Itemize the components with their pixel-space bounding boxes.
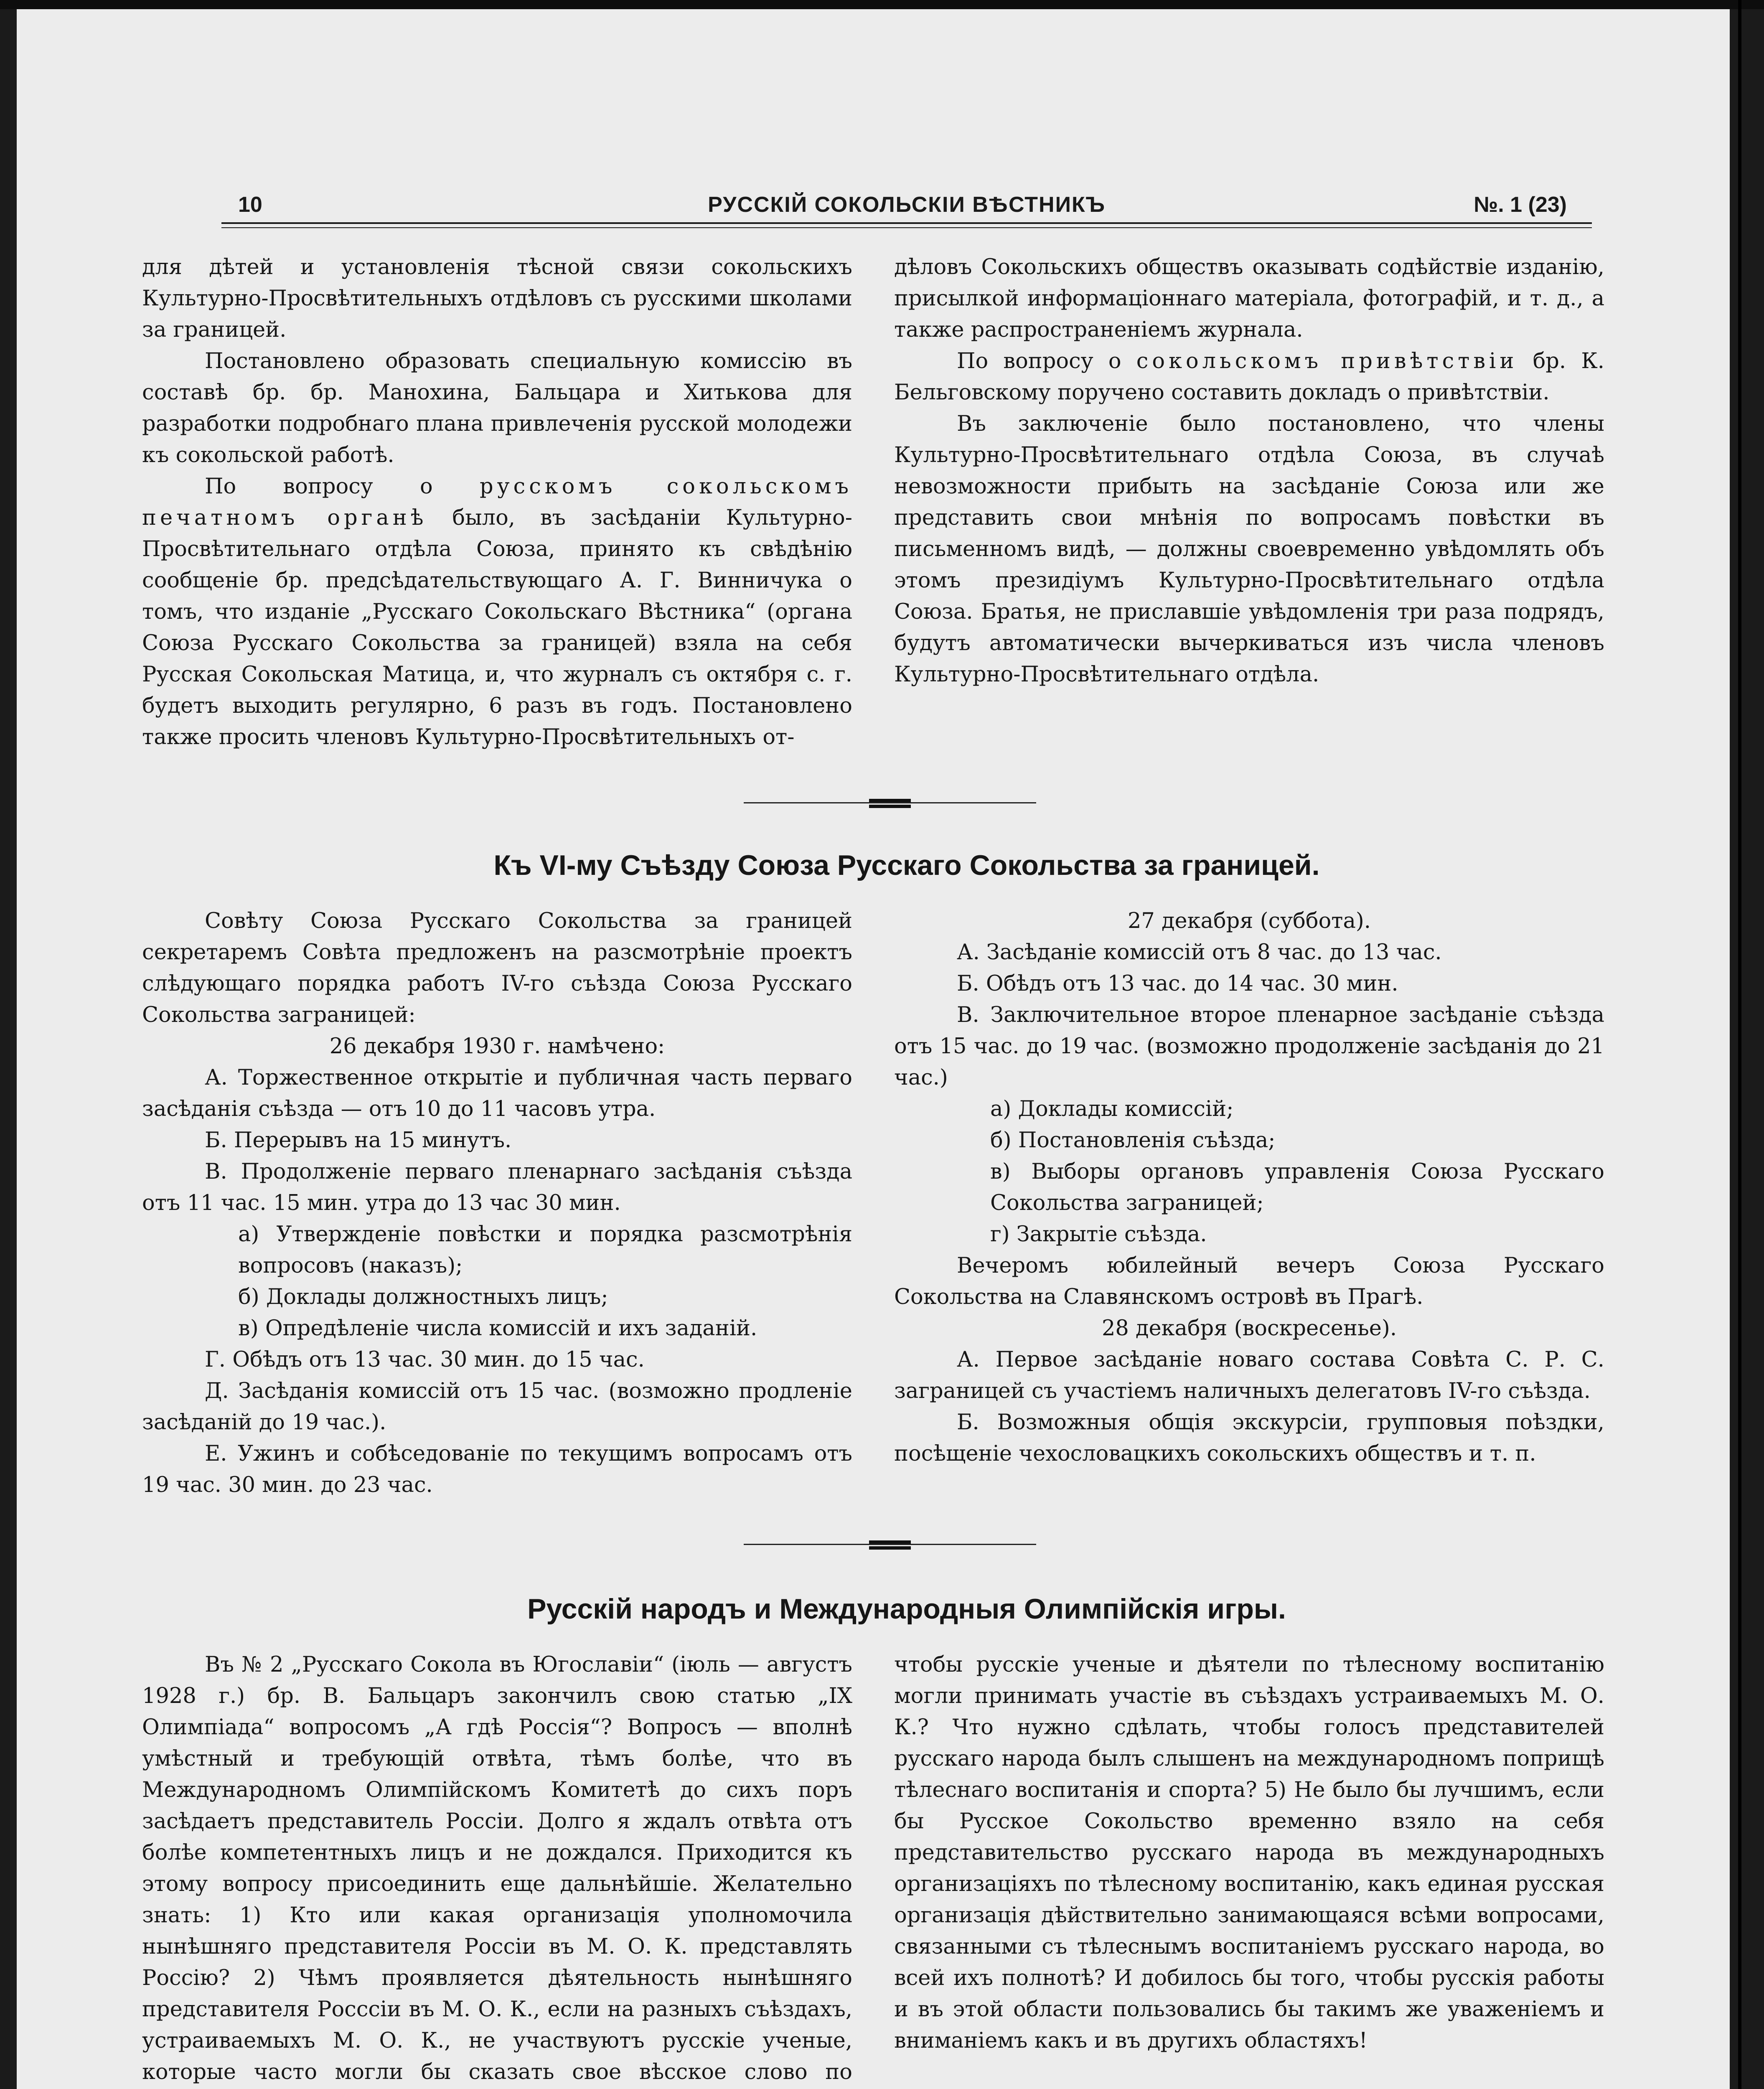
- emphasized-term: русскомъ сокольскомъ печатномъ органѣ: [142, 474, 853, 530]
- paragraph-text: бр. К. Бельговскому поручено составить докладъ о привѣтствіи.: [894, 349, 1605, 405]
- schedule-date: 27 декабря (суббота).: [1127, 909, 1371, 933]
- divider-ornament: [869, 1546, 911, 1550]
- paragraph: дѣловъ Сокольскихъ обществъ оказывать содѣйствіе изданію, присылкой информаціоннаго матеріала, фотографій, и т. д., а также распространеніемъ журнала.: [894, 255, 1604, 342]
- divider-ornament: [869, 1540, 911, 1544]
- page-number: 10: [238, 193, 262, 217]
- scan-top-edge: [0, 0, 1764, 9]
- divider-ornament: [869, 805, 911, 808]
- schedule-subitem: в) Опредѣленіе числа комиссій и ихъ заданій.: [238, 1316, 757, 1341]
- header-rule: [221, 222, 1592, 224]
- schedule-subitem: а) Утвержденіе повѣстки и порядка разсмотрѣнія вопросовъ (наказъ);: [238, 1222, 852, 1278]
- section-divider: [744, 795, 1036, 811]
- paragraph-lead: По вопросу о: [205, 474, 433, 499]
- paragraph-lead: По вопросу о: [957, 349, 1121, 374]
- schedule-item: В. Заключительное второе пленарное засѣданіе съѣзда отъ 15 час. до 19 час. (возможно продолженіе засѣданія до 21 час.): [894, 1003, 1604, 1090]
- schedule-date: 28 декабря (воскресенье).: [1101, 1316, 1397, 1341]
- schedule-item: Б. Перерывъ на 15 минутъ.: [205, 1128, 512, 1153]
- schedule-item: Вечеромъ юбилейный вечеръ Союза Русскаго Сокольства на Славянскомъ островѣ въ Прагѣ.: [894, 1253, 1604, 1309]
- scan-right-edge: [1738, 0, 1741, 2089]
- paragraph: [142, 471, 852, 753]
- issue-number: №. 1 (23): [1474, 193, 1567, 217]
- journal-title: РУССКIЙ СОКОЛЬСКIИ ВѢСТНИКЪ: [708, 193, 1106, 217]
- emphasized-term: сокольскомъ привѣтствіи: [1136, 349, 1518, 374]
- schedule-date: 26 декабря 1930 г. намѣчено:: [329, 1034, 665, 1059]
- schedule-item: В. Продолженіе перваго пленарнаго засѣданія съѣзда отъ 11 час. 15 мин. утра до 13 час 30 мин.: [142, 1159, 852, 1215]
- schedule-item: Г. Обѣдъ отъ 13 час. 30 мин. до 15 час.: [205, 1347, 645, 1372]
- schedule-subitem: а) Доклады комиссій;: [990, 1097, 1234, 1121]
- section3-heading: Русскій народъ и Международныя Олимпійскія игры.: [527, 1593, 1286, 1625]
- paragraph: Въ № 2 „Русскаго Сокола въ Югославіи“ (іюль — августъ 1928 г.) бр. В. Бальцаръ закончилъ свою статью „IX Олимпіада“ вопросомъ „А гдѣ Россія“? Вопросъ — вполнѣ умѣстный и требующій отвѣта, тѣмъ болѣе, что въ Международномъ Олимпійскомъ Комитетѣ до сихъ поръ засѣдаетъ представитель Россіи. Долго я ждалъ отвѣта отъ болѣе компетентныхъ лицъ и не дождался. Приходится къ этому вопросу присоединить еще дальнѣйшіе. Желательно знать: 1) Кто или какая организація уполномочила нынѣшняго представителя Россіи въ М. О. К. представлять Россію? 2) Чѣмъ проявляется дѣятельность нынѣшняго представителя Росссіи въ М. О. К., если на разныхъ съѣздахъ, устраиваемыхъ М. О. К., не участвуютъ русскіе ученые, которые часто могли бы сказать свое вѣсское слово по: [142, 1652, 852, 2084]
- journal-page: [17, 9, 1730, 2089]
- section3-right-column: [894, 1649, 1604, 2056]
- schedule-subitem: б) Постановленія съѣзда;: [990, 1128, 1276, 1153]
- section2-heading: Къ VI-му Съѣзду Союза Русскаго Сокольства за границей.: [493, 849, 1320, 881]
- paragraph: Совѣту Союза Русскаго Сокольства за границей секретаремъ Совѣта предложенъ на разсмотрѣніе проектъ слѣдующаго порядка работъ IV-го съѣзда Союза Русскаго Сокольства заграницей:: [142, 909, 852, 1027]
- schedule-item: А. Засѣданіе комиссій отъ 8 час. до 13 час.: [957, 940, 1442, 965]
- schedule-item: А. Торжественное открытіе и публичная часть перваго засѣданія съѣзда — отъ 10 до 11 часовъ утра.: [142, 1065, 852, 1121]
- schedule-item: Д. Засѣданія комиссій отъ 15 час. (возможно продленіе засѣданій до 19 час.).: [142, 1379, 852, 1435]
- page-header: [221, 192, 1592, 226]
- section3-left-column: [142, 1649, 852, 2089]
- schedule-item: Б. Возможныя общія экскурсіи, групповыя поѣздки, посѣщеніе чехословацкихъ сокольскихъ обществъ и т. п.: [894, 1410, 1604, 1466]
- schedule-subitem: г) Закрытіе съѣзда.: [990, 1222, 1207, 1247]
- section2-left-column: [142, 905, 852, 1501]
- schedule-item: А. Первое засѣданіе новаго состава Совѣта С. Р. С. заграницей съ участіемъ наличныхъ делегатовъ IV-го съѣзда.: [894, 1347, 1604, 1403]
- divider-line: [744, 1544, 1036, 1545]
- schedule-subitem: в) Выборы органовъ управленія Союза Русскаго Сокольства заграницей;: [990, 1159, 1604, 1215]
- schedule-subitem: б) Доклады должностныхъ лицъ;: [238, 1285, 608, 1309]
- header-rule-thin: [221, 227, 1592, 228]
- paragraph: Въ заключеніе было постановлено, что члены Культурно-Просвѣтительнаго отдѣла Союза, въ случаѣ невозможности прибыть на засѣданіе Союза или же представить свои мнѣнія по вопросамъ повѣстки въ письменномъ видѣ, — должны своевременно увѣдомлять объ этомъ президіумъ Культурно-Просвѣтительнаго отдѣла Союза. Братья, не приславшіе увѣдомленія три раза подрядъ, будутъ автоматически вычеркиваться изъ числа членовъ Культурно-Просвѣтительнаго отдѣла.: [894, 412, 1604, 687]
- section1-right-column: [894, 252, 1604, 690]
- paragraph: Постановлено образовать специальную комиссію въ составѣ бр. бр. Манохина, Бальцара и Хитькова для разработки подробнаго плана привлеченія русской молодежи къ сокольской работѣ.: [142, 349, 852, 468]
- section2-right-column: [894, 905, 1604, 1469]
- section1-left-column: [142, 252, 852, 753]
- paragraph: [894, 346, 1604, 408]
- schedule-item: Е. Ужинъ и собѣседованіе по текущимъ вопросамъ отъ 19 час. 30 мин. до 23 час.: [142, 1441, 852, 1497]
- paragraph-text: было, въ засѣданіи Культурно-Просвѣтительнаго отдѣла Союза, принято къ свѣдѣнію сообщеніе бр. предсѣдательствующаго А. Г. Винничука о томъ, что изданіе „Русскаго Сокольскаго Вѣстника“ (органа Союза Русскаго Сокольства за границей) взяла на себя Русская Сокольская Матица, и, что журналъ съ октября с. г. будетъ выходить регулярно, 6 разъ въ годъ. Постановлено также просить членовъ Культурно-Просвѣтительныхъ от-: [142, 506, 852, 750]
- section-divider: [744, 1536, 1036, 1553]
- paragraph: чтобы русскіе ученые и дѣятели по тѣлесному воспитанію могли принимать участіе въ съѣздахъ устраиваемыхъ М. О. К.? Что нужно сдѣлать, чтобы голосъ представителей русскаго народа былъ слышенъ на международномъ поприщѣ тѣлеснаго воспитанія и спорта? 5) Не было бы лучшимъ, если бы Русское Сокольство временно взяло на себя представительство русскаго народа въ международныхъ организаціяхъ по тѣлесному воспитанію, какъ единая русская организація дѣйствительно занимающаяся всѣми вопросами, связанными съ тѣлеснымъ воспитаніемъ русскаго народа, во всей ихъ полнотѣ? И добилось бы того, чтобы русскія работы и въ этой области пользовались бы такимъ же уваженіемъ и вниманіемъ какъ и въ другихъ областяхъ!: [894, 1652, 1604, 2053]
- schedule-item: Б. Обѣдъ отъ 13 час. до 14 час. 30 мин.: [957, 971, 1398, 996]
- divider-line: [744, 802, 1036, 803]
- paragraph: для дѣтей и установленія тѣсной связи сокольскихъ Культурно-Просвѣтительныхъ отдѣловъ съ русскими школами за границей.: [142, 255, 852, 342]
- divider-ornament: [869, 799, 911, 802]
